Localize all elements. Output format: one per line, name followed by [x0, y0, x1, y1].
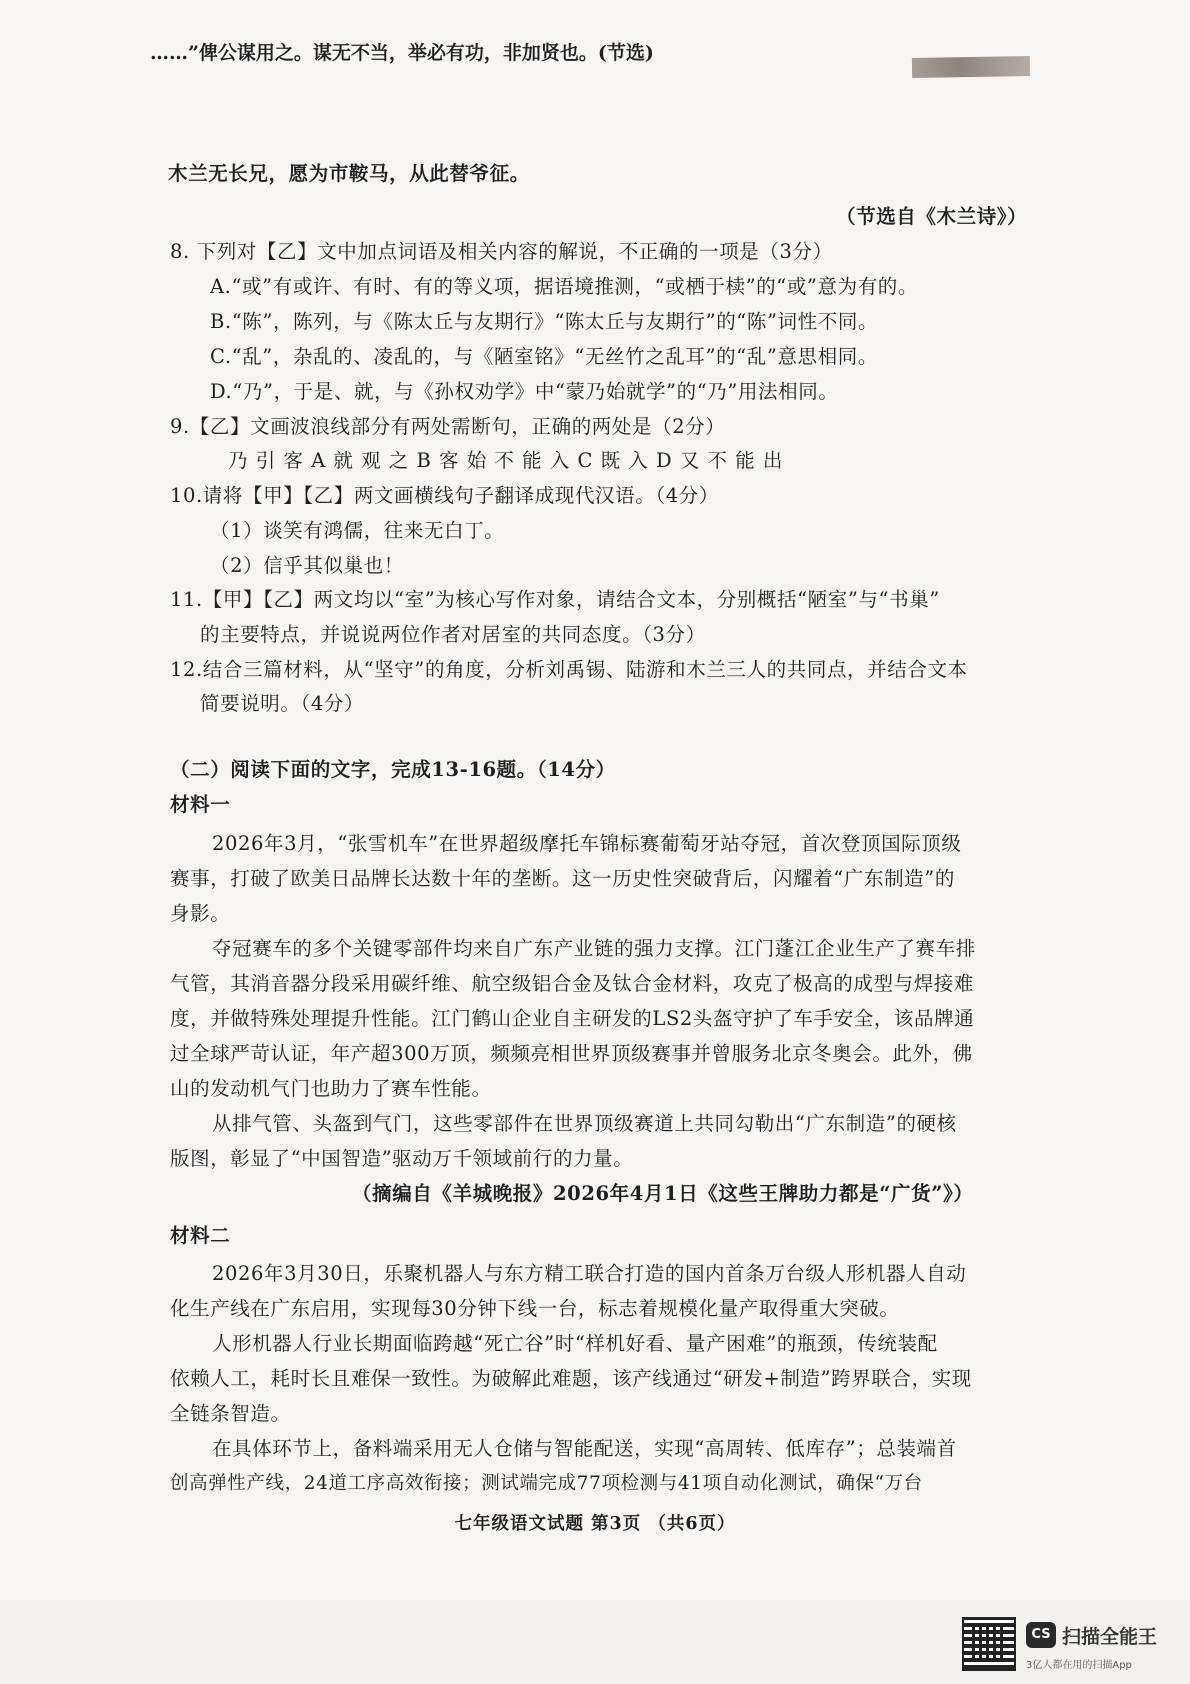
question-8: 8. 下列对【乙】文中加点词语及相关内容的解说，不正确的一项是（3分）	[170, 240, 833, 263]
material-2-line: 人形机器人行业长期面临跨越“死亡谷”时“样机好看、量产困难”的瓶颈，传统装配	[212, 1332, 938, 1355]
material-2-line: 依赖人工，耗时长且难保一致性。为破解此难题，该产线通过“研发+制造”跨界联合，实现	[170, 1367, 972, 1390]
material-1-source: （摘编自《羊城晚报》2026年4月1日《这些王牌助力都是“广货”》）	[352, 1182, 974, 1205]
material-1-line: 2026年3月，“张雪机车”在世界超级摩托车锦标赛葡萄牙站夺冠，首次登顶国际顶级	[212, 832, 962, 855]
question-10: 10.请将【甲】【乙】两文画横线句子翻译成现代汉语。（4分）	[170, 484, 719, 507]
material-2-line: 创高弹性产线，24道工序高效衔接；测试端完成77项检测与41项自动化测试，确保“万台	[170, 1473, 923, 1494]
material-2-line: 2026年3月30日，乐聚机器人与东方精工联合打造的国内首条万台级人形机器人自动	[212, 1262, 967, 1285]
question-12-cont: 简要说明。（4分）	[200, 692, 365, 715]
paper-scrap	[912, 56, 1030, 78]
material-1-line: 气管，其消音器分段采用碳纤维、航空级铝合金及钛合金材料，攻克了极高的成型与焊接难	[170, 972, 975, 995]
question-10-item-2: （2）信乎其似巢也！	[210, 554, 404, 577]
material-1-label: 材料一	[170, 793, 231, 816]
material-1-line: 过全球严苛认证，年产超300万顶，频频亮相世界顶级赛事并曾服务北京冬奥会。此外，佛	[170, 1042, 973, 1065]
top-fragment-text: ……”俾公谋用之。谋无不当，举必有功，非加贤也。(节选)	[150, 42, 654, 64]
question-9: 9.【乙】文画波浪线部分有两处需断句，正确的两处是（2分）	[170, 415, 726, 438]
question-10-item-1: （1）谈笑有鸿儒，往来无白丁。	[210, 519, 505, 542]
material-1-line: 赛事，打破了欧美日品牌长达数十年的垄断。这一历史性突破背后，闪耀着“广东制造”的	[170, 867, 955, 890]
mulan-line: 木兰无长兄，愿为市鞍马，从此替爷征。	[168, 162, 530, 185]
option-8c: C.“乱”，杂乱的、凌乱的，与《陋室铭》“无丝竹之乱耳”的“乱”意思相同。	[210, 345, 878, 368]
option-8a: A.“或”有或许、有时、有的等义项，据语境推测，“或栖于椟”的“或”意为有的。	[210, 275, 918, 298]
option-8b: B.“陈”，陈列，与《陈太丘与友期行》“陈太丘与友期行”的“陈”词性不同。	[210, 310, 879, 333]
material-2-line: 全链条智造。	[170, 1402, 291, 1425]
mulan-source: （节选自《木兰诗》）	[836, 205, 1028, 228]
material-1-line: 身影。	[170, 902, 231, 925]
question-9-sentence: 乃 引 客 A 就 观 之 B 客 始 不 能 入 C 既 入 D 又 不 能 出	[228, 449, 784, 472]
material-2-line: 化生产线在广东启用，实现每30分钟下线一台，标志着规模化量产取得重大突破。	[170, 1297, 900, 1320]
option-8d: D.“乃”，于是、就，与《孙权劝学》中“蒙乃始就学”的“乃”用法相同。	[210, 380, 839, 403]
qr-code-icon	[962, 1617, 1016, 1671]
camscanner-logo-icon: CS	[1026, 1622, 1056, 1648]
material-1-line: 版图，彰显了“中国智造”驱动万千领域前行的力量。	[170, 1147, 634, 1170]
material-1-line: 度，并做特殊处理提升性能。江门鹤山企业自主研发的LS2头盔守护了车手安全，该品牌通	[170, 1007, 975, 1030]
material-1-line: 山的发动机气门也助力了赛车性能。	[170, 1077, 492, 1100]
question-12: 12.结合三篇材料，从“坚守”的角度，分析刘禹锡、陆游和木兰三人的共同点，并结合文本	[170, 658, 968, 681]
section-2-heading: （二）阅读下面的文字，完成13-16题。（14分）	[170, 758, 616, 781]
material-2-line: 在具体环节上，备料端采用无人仓储与智能配送，实现“高周转、低库存”；总装端首	[212, 1437, 957, 1460]
camscanner-name: 扫描全能王	[1062, 1626, 1158, 1648]
material-1-line: 夺冠赛车的多个关键零部件均来自广东产业链的强力支撑。江门蓬江企业生产了赛车排	[212, 937, 976, 960]
material-2-label: 材料二	[170, 1224, 231, 1247]
question-11: 11.【甲】【乙】两文均以“室”为核心写作对象，请结合文本，分别概括“陋室”与“书巢”	[170, 588, 940, 611]
camscanner-tagline: 3亿人都在用的扫描App	[1026, 1660, 1132, 1671]
material-1-line: 从排气管、头盔到气门，这些零部件在世界顶级赛道上共同勾勒出“广东制造”的硬核	[212, 1112, 957, 1135]
page-footer: 七年级语文试题 第3页 （共6页）	[454, 1514, 736, 1534]
question-11-cont: 的主要特点，并说说两位作者对居室的共同态度。（3分）	[200, 623, 706, 646]
